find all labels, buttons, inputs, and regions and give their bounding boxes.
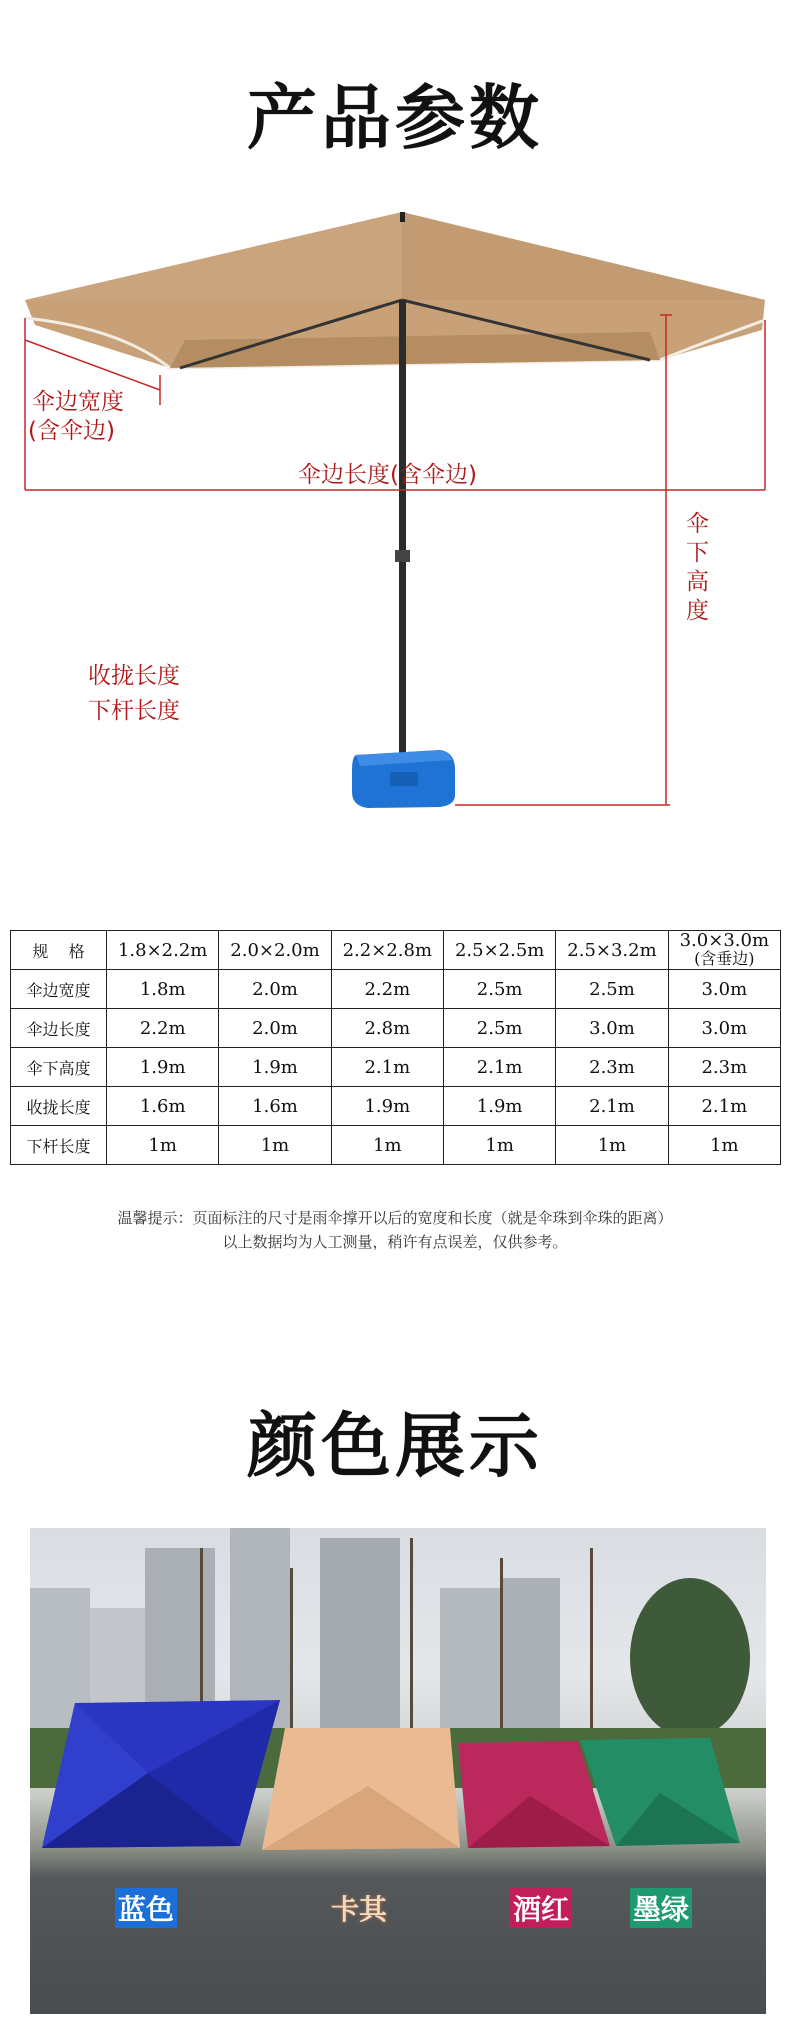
table-cell: 1m: [219, 1126, 331, 1165]
table-cell: 2.0m: [219, 1009, 331, 1048]
table-cell: 1m: [331, 1126, 443, 1165]
color-label-dark-green: 墨绿: [630, 1888, 692, 1928]
table-header-size: 3.0×3.0m: [679, 930, 770, 951]
table-header-note: (含垂边): [694, 949, 755, 968]
note-line-2: 以上数据均为人工测量，稍许有点误差，仅供参考。: [222, 1233, 568, 1251]
table-cell: 3.0m: [668, 1009, 780, 1048]
note-line-1: 温馨提示：页面标注的尺寸是雨伞撑开以后的宽度和长度（就是伞珠到伞珠的距离）: [117, 1209, 673, 1227]
label-pole-length: 下杆长度: [88, 698, 180, 724]
table-row-label: 伞边长度: [11, 1009, 107, 1048]
table-header-size: 2.0×2.0m: [219, 931, 331, 970]
table-cell: 2.3m: [668, 1048, 780, 1087]
table-row: [11, 1087, 781, 1126]
spec-table: [10, 930, 781, 1165]
color-label-khaki: 卡其: [331, 1893, 388, 1926]
label-height: [686, 510, 709, 626]
table-cell: 2.5m: [443, 1009, 555, 1048]
table-row: [11, 1009, 781, 1048]
table-cell: 2.0m: [219, 970, 331, 1009]
table-row: [11, 970, 781, 1009]
color-label-wine-red: 酒红: [510, 1888, 572, 1928]
table-row-label: 伞下高度: [11, 1048, 107, 1087]
table-cell: 1.9m: [107, 1048, 219, 1087]
table-cell: 1.9m: [219, 1048, 331, 1087]
table-row-label: 伞边宽度: [11, 970, 107, 1009]
label-folded-length: 收拢长度: [88, 663, 180, 689]
label-length: 伞边长度(含伞边): [298, 462, 477, 488]
table-header-row: [11, 931, 781, 970]
table-cell: 2.5m: [556, 970, 668, 1009]
table-header-size: 2.2×2.8m: [331, 931, 443, 970]
table-cell: 1m: [556, 1126, 668, 1165]
table-row-label: 收拢长度: [11, 1087, 107, 1126]
table-cell: 1m: [443, 1126, 555, 1165]
label-height-char: 下: [686, 540, 709, 566]
table-cell: 1.9m: [331, 1087, 443, 1126]
table-cell: 3.0m: [668, 970, 780, 1009]
table-row-label: 下杆长度: [11, 1126, 107, 1165]
table-cell: 2.2m: [331, 970, 443, 1009]
label-height-char: 伞: [686, 511, 709, 537]
table-cell: 1m: [107, 1126, 219, 1165]
table-row: [11, 1126, 781, 1165]
table-cell: 2.1m: [443, 1048, 555, 1087]
umbrella-diagram: [0, 200, 790, 820]
label-height-char: 高: [686, 569, 709, 595]
table-cell: 2.3m: [556, 1048, 668, 1087]
colors-photo: [30, 1528, 766, 2014]
label-width-note: (含伞边): [28, 418, 115, 444]
label-width: 伞边宽度: [32, 389, 124, 415]
color-label-blue: 蓝色: [115, 1888, 177, 1928]
table-header-label: 规 格: [11, 931, 107, 970]
table-cell: 2.1m: [668, 1087, 780, 1126]
table-cell: 1.8m: [107, 970, 219, 1009]
umbrella-illustration: [0, 200, 790, 820]
table-cell: 2.2m: [107, 1009, 219, 1048]
table-cell: 2.1m: [331, 1048, 443, 1087]
section-title-colors: 颜色展示: [247, 1405, 543, 1487]
section-title-params: 产品参数: [247, 77, 543, 159]
table-cell: 3.0m: [556, 1009, 668, 1048]
table-header-size-last: [668, 931, 780, 970]
table-cell: 1.6m: [107, 1087, 219, 1126]
table-header-size: 2.5×3.2m: [556, 931, 668, 970]
table-cell: 2.8m: [331, 1009, 443, 1048]
table-cell: 2.1m: [556, 1087, 668, 1126]
table-cell: 2.5m: [443, 970, 555, 1009]
table-row: [11, 1048, 781, 1087]
table-cell: 1.6m: [219, 1087, 331, 1126]
table-cell: 1.9m: [443, 1087, 555, 1126]
label-height-char: 度: [686, 598, 709, 624]
table-cell: 1m: [668, 1126, 780, 1165]
table-header-size: 2.5×2.5m: [443, 931, 555, 970]
table-header-size: 1.8×2.2m: [107, 931, 219, 970]
colored-umbrellas: [30, 1528, 766, 2014]
